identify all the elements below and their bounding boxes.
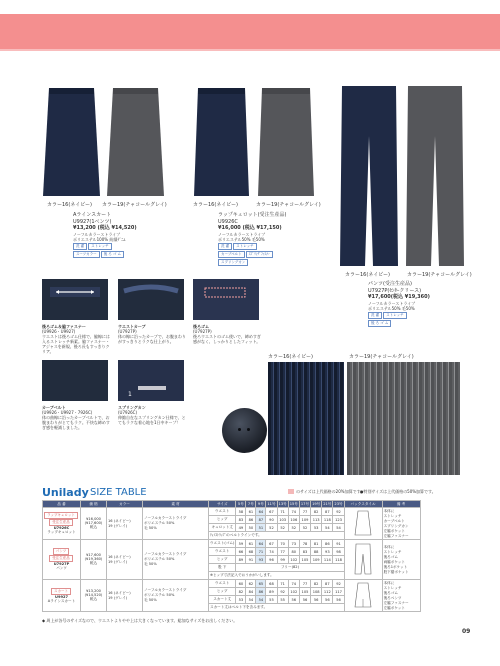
table-cell: 92 (277, 588, 288, 596)
feature-tag: ストレッチ (233, 243, 256, 250)
table-cell: 67 (266, 508, 277, 516)
detail-sub: (U7927P) (193, 329, 212, 334)
col-header: 11号 (267, 501, 276, 506)
table-cell (43, 508, 81, 540)
table-cell: 65 (256, 580, 266, 588)
culotte-info (218, 212, 287, 266)
detail-2 (118, 324, 186, 344)
feature-tag: 後 ろ ゴ ム (101, 251, 124, 258)
table-cell (143, 508, 209, 540)
table-cell: 70 (277, 540, 288, 548)
table-cell: ﾃｨﾉｽﾄﾗｯﾌﾟのベルトラインです。 (209, 532, 345, 540)
product-name: Aラインスカート (73, 212, 112, 218)
row-code: U7926C (53, 526, 70, 530)
table-cell: 68 (246, 548, 256, 556)
detail-desc: 体の曲線に沿ったカーブベルトで、お腹まわりがとてもラク。不快な締めすぎ感を軽減しました。 (42, 415, 110, 430)
table-cell: 56 (288, 596, 299, 604)
table-cell: 71 (277, 580, 288, 588)
table-cell: スカート丈 (209, 596, 236, 604)
table-cell: 86 (256, 588, 266, 596)
table-row (43, 508, 421, 516)
culotte-color1: カラー16(ネイビー) (193, 202, 238, 208)
table-cell: ウエスト(ゴム) (209, 540, 236, 548)
table-cell: 86 (322, 540, 333, 548)
table-header-row (43, 501, 421, 508)
header-band (0, 14, 500, 49)
table-cell: ヒップ (209, 588, 236, 596)
size-table (42, 500, 421, 612)
button-photo (222, 408, 267, 453)
table-cell: 66 (236, 548, 246, 556)
row-sub: ラップキュロット (47, 530, 76, 534)
page-number: 09 (462, 628, 471, 635)
table-row (43, 580, 421, 588)
col-header: 7号 (246, 501, 256, 508)
product-price: ¥17,600(税込 ¥19,360) (368, 294, 430, 300)
table-cell: 102 (288, 588, 299, 596)
table-cell: 113 (311, 516, 322, 524)
table-cell: 52 (266, 524, 277, 532)
material-composition: ポリエステル50% 毛50% (368, 305, 415, 311)
table-cell: 77 (299, 580, 310, 588)
table-cell: 88 (311, 548, 322, 556)
brand-name: Unilady (42, 486, 89, 499)
col-header: カラー (107, 501, 143, 508)
table-cell: 58 (236, 508, 246, 516)
table-cell: 53 (236, 596, 246, 604)
table-cell: 股 下 (209, 564, 236, 572)
detail-desc: ウエストは後ろゴム仕様で、脇線には入るストレッチ新素。脇ファスナー・アジャスを新規、後ろ長もすっきりクリア。 (42, 334, 110, 354)
col-header: 19号 (312, 501, 321, 506)
table-cell: 81 (311, 540, 322, 548)
table-cell: 123 (333, 516, 344, 524)
row-tag: 受注生産品 (49, 519, 73, 526)
col-header: バックスタイル (344, 501, 382, 508)
table-cell: 117 (333, 588, 344, 596)
fabric-label-grey: カラー19(チャコールグレイ) (349, 354, 414, 360)
culotte-color2: カラー19(チャコールグレイ) (256, 202, 321, 208)
table-cell: 105 (299, 556, 310, 564)
skirt-grey-photo (107, 88, 164, 196)
feature-tag: 洗 濯 (368, 312, 382, 319)
detail-desc: 後ろウエストのゴム使いで、締めすぎ感がなく、しっかりとしたフィット。 (193, 334, 261, 344)
table-cell: 89 (236, 556, 246, 564)
detail-desc: 伸縮自在なスプリングカン仕様で、とてもラクな着心地を1日中キープ！ (118, 415, 186, 425)
footer-note: ◆ 周上が各号のサイズなので、ウエストよりやや上は大きくなっています。総加なサイズをお出しください。 (42, 618, 238, 623)
table-cell: 91 (246, 556, 256, 564)
table-cell: 74 (288, 508, 299, 516)
fabric-label-navy: カラー16(ネイビー) (268, 354, 313, 360)
detail-sub: (U7926C) (118, 410, 138, 415)
row-color: 16 (ネイビー) (108, 518, 131, 523)
table-cell: 50 (246, 524, 256, 532)
row-pct: 50% (166, 521, 175, 525)
table-cell: 56 (322, 596, 333, 604)
table-cell: 82 (311, 580, 322, 588)
table-cell: ノーフルカラーストライプ ポリエステル 50% 毛 50% (143, 540, 209, 580)
feature-tag: 後 ろ ゴ ム (368, 320, 391, 327)
material-line: ノーフルカラーストライプ (218, 231, 266, 237)
material-line: ノーフルカラーストライプ (73, 231, 121, 237)
product-code: U9926C (218, 218, 238, 225)
size-table-title: SIZE TABLE (90, 487, 147, 498)
culotte-grey-photo (258, 88, 314, 196)
back-style-2 (344, 540, 382, 580)
table-cell: 82 (311, 508, 322, 516)
table-cell: 90 (266, 516, 277, 524)
table-cell: 51 (256, 524, 266, 532)
table-cell: 108 (311, 588, 322, 596)
detail-desc: 体の線に沿ったカーブで、お腹まわりがすっきりとラクな仕上がり。 (118, 334, 186, 344)
table-cell: ¥17,600 (¥19,360) 税込 (81, 540, 107, 580)
table-cell: 80 (288, 548, 299, 556)
row-color: 19 (グレイ) (108, 523, 128, 528)
col-header: 価 格 (81, 501, 107, 508)
feature-tag: ストレッチ (383, 312, 406, 319)
table-cell: 55 (277, 596, 288, 604)
table-cell: 49 (236, 524, 246, 532)
table-cell: 64 (256, 540, 266, 548)
table-cell: 71 (256, 548, 266, 556)
table-cell: ウエスト (209, 548, 236, 556)
table-cell: 56 (311, 596, 322, 604)
back-style-3 (344, 580, 382, 612)
table-cell: 55 (266, 596, 277, 604)
table-cell: 114 (322, 556, 333, 564)
size-note-special: ●特別サイズは上代価格の50%加算です。 (360, 489, 436, 494)
product-price: ¥16,000 (税込 ¥17,150) (218, 225, 282, 231)
table-cell: 89 (266, 588, 277, 596)
table-cell: 56 (299, 596, 310, 604)
table-cell: 16 (ネイビー) 19 (グレイ) (107, 580, 143, 612)
detail-sub: (U9926・U9927・7926C) (42, 410, 93, 415)
product-code: U7927P(ｾﾝﾀｰクリース) (368, 287, 422, 294)
table-cell: ノーフルカラーストライプ ポリエステル 50% 毛 50% (143, 580, 209, 612)
table-cell: 74 (288, 580, 299, 588)
table-cell: 74 (266, 548, 277, 556)
col-header: 備 考 (382, 501, 420, 508)
table-cell: 93 (256, 556, 266, 564)
table-cell: 93 (322, 548, 333, 556)
table-cell: 112 (322, 588, 333, 596)
detail-title: スプリングカン (118, 405, 146, 410)
table-cell: 118 (333, 556, 344, 564)
detail-5 (118, 405, 186, 425)
table-cell: 86 (246, 516, 256, 524)
feature-tag: ストレッチ (88, 243, 111, 250)
table-cell: 59 (236, 540, 246, 548)
table-cell: 92 (333, 580, 344, 588)
pants-info (368, 281, 430, 327)
row-material: ノーフルカラーストライプ (144, 516, 187, 520)
fabric-swatch-navy (268, 362, 344, 475)
table-cell: 16 (ネイビー) 19 (グレイ) (107, 540, 143, 580)
size-label: ウエスト (209, 508, 236, 516)
table-cell: ヒップ (209, 556, 236, 564)
col-header: サイズ (209, 501, 236, 508)
skirt-navy-photo (43, 88, 100, 196)
table-cell (81, 508, 107, 540)
table-cell: 99 (277, 556, 288, 564)
product-name: パンツ(受注生産品) (368, 281, 412, 287)
col-header: 品 番 (43, 501, 81, 508)
pants-color1: カラー16(ネイビー) (345, 272, 390, 278)
table-cell: 54 (246, 596, 256, 604)
detail-title: 後ろゴム＆脇ファスナー (42, 324, 86, 329)
table-cell: 71 (277, 508, 288, 516)
table-cell: 56 (333, 596, 344, 604)
table-cell: 61 (246, 508, 256, 516)
table-cell (107, 508, 143, 540)
feature-tag: 洗 濯 (73, 243, 87, 250)
feature-tag: スーツカラー (73, 251, 100, 258)
table-cell: 77 (277, 548, 288, 556)
table-row (43, 540, 421, 548)
row-price-tax: (¥17,600) (84, 521, 103, 525)
svg-text:1: 1 (128, 391, 132, 398)
detail-photo-curve-belt (42, 360, 108, 401)
detail-photo-waist-elastic (42, 279, 108, 320)
detail-title: カーブベルト (42, 405, 66, 410)
material-composition: ポリエステル50% 毛50% (218, 236, 265, 242)
table-cell: スカート U9927 Aラインスカート (43, 580, 81, 612)
surcharge-swatch (288, 489, 294, 494)
table-cell: キュロット丈 (209, 524, 236, 532)
pants-navy-photo (340, 86, 398, 268)
row-price: ¥16,000 (86, 517, 101, 521)
col-header: 23号 (334, 501, 343, 506)
table-cell: 109 (299, 516, 310, 524)
detail-title: ウエストカーブ (118, 324, 146, 329)
detail-photo-back-elastic (193, 279, 259, 320)
table-cell: 82 (236, 588, 246, 596)
skirt-a-info (73, 212, 137, 258)
skirt-a-color1: カラー16(ネイビー) (47, 202, 92, 208)
table-cell: ウエスト (209, 580, 236, 588)
table-cell: 106 (288, 516, 299, 524)
table-cell: 62 (246, 580, 256, 588)
detail-photo-spring-hook (118, 360, 184, 401)
back-style-1 (344, 508, 382, 540)
col-header: 15号 (289, 501, 298, 506)
table-cell: 本体に ストレッチ 後ろゴム 両脇ポケット 後ろ1ポケット 股下裾ポケット (382, 540, 420, 580)
table-cell: 98 (333, 548, 344, 556)
product-name: ラップキュロット(受注生産品) (218, 212, 287, 218)
detail-3 (193, 324, 261, 344)
row-material-2: 毛 (144, 526, 148, 530)
col-header: 17号 (300, 501, 310, 506)
table-cell: 91 (333, 540, 344, 548)
product-code: U9927(1ベンツ) (73, 218, 112, 225)
material-line: ノーフルカラーストライプ (368, 300, 416, 306)
header-band-accent (0, 49, 500, 51)
table-cell: 103 (277, 516, 288, 524)
table-cell: 53 (311, 524, 322, 532)
table-cell: 118 (322, 516, 333, 524)
table-cell: パンツ 受注生産品 U7927P パンツ (43, 540, 81, 580)
detail-4 (42, 405, 112, 430)
table-cell: 本体に ストレッチ 後ろゴム 後ろベンツ 左脇ファスナー 左脇ポケット (382, 580, 420, 612)
row-pct: 50% (148, 526, 157, 530)
table-cell: ※ヒップ寸法記入でおうかがいします。 (209, 572, 345, 580)
detail-sub: (U9926・U9927) (42, 329, 76, 334)
table-cell: 54 (256, 596, 266, 604)
table-cell: 87 (322, 508, 333, 516)
table-cell: 83 (236, 516, 246, 524)
col-header: 5号 (236, 501, 246, 508)
table-cell: 61 (246, 540, 256, 548)
col-header: 9号 (256, 501, 266, 508)
feature-tag: 洗 濯 (218, 243, 232, 250)
pants-color2: カラー19(チャコールグレイ) (407, 272, 472, 278)
table-cell: 60 (236, 580, 246, 588)
table-cell: フリー(82) (236, 564, 344, 572)
table-cell: 105 (299, 588, 310, 596)
material-composition: ポリエステル100% 紡績ﾃﾞﾆﾑ (73, 236, 126, 242)
table-cell: 92 (333, 508, 344, 516)
product-price: ¥13,200 (税込 ¥14,520) (73, 225, 137, 231)
table-cell: ¥13,200 (¥14,520) 税込 (81, 580, 107, 612)
table-cell: 54 (322, 524, 333, 532)
feature-tag: スプリングカン (218, 259, 248, 266)
skirt-a-color2: カラー19(チャコールグレイ) (102, 202, 167, 208)
table-cell: 87 (256, 516, 266, 524)
table-cell: 83 (299, 548, 310, 556)
detail-title: 後ろゴム (193, 324, 209, 329)
table-cell: 68 (266, 580, 277, 588)
table-cell: 109 (311, 556, 322, 564)
col-header: 21号 (323, 501, 332, 506)
table-cell: ヒップ (209, 516, 236, 524)
table-cell: 52 (277, 524, 288, 532)
pants-grey-photo (406, 86, 464, 268)
table-cell: 67 (266, 540, 277, 548)
feature-tag: ｽﾌﾟﾘﾝｸﾞﾌｧｽﾅｰ (246, 251, 273, 258)
table-cell: 52 (288, 524, 299, 532)
culotte-navy-photo (194, 88, 249, 196)
table-cell: 84 (246, 588, 256, 596)
detail-sub: (U7927P) (118, 329, 137, 334)
table-cell: 64 (256, 508, 266, 516)
size-note: のサイズは上代価格の20%加算です。 (296, 489, 365, 494)
row-material-1: ポリエステル (144, 521, 166, 525)
table-cell: 78 (299, 540, 310, 548)
table-cell: 102 (288, 556, 299, 564)
feature-tag: カーブベルト (218, 251, 245, 258)
fabric-swatch-grey (347, 362, 460, 475)
row-price-label: 税込 (89, 525, 98, 529)
table-cell: 73 (288, 540, 299, 548)
row-tag: ラップキュロット (44, 512, 78, 519)
detail-1 (42, 324, 112, 354)
table-cell: 54 (333, 524, 344, 532)
detail-photo-waist-curve (118, 279, 184, 320)
table-cell: 本体に ストレッチ カーブベルト スプリングカン 左脇ポケット 左脇ファスナー (382, 508, 420, 540)
col-header: 素 材 (143, 501, 209, 508)
table-cell: 77 (299, 508, 310, 516)
table-cell: スカート丈はベルト下を含みます。 (209, 604, 345, 612)
table-cell: 96 (266, 556, 277, 564)
table-cell: 52 (299, 524, 310, 532)
table-cell: 87 (322, 580, 333, 588)
col-header: 13号 (278, 501, 287, 506)
